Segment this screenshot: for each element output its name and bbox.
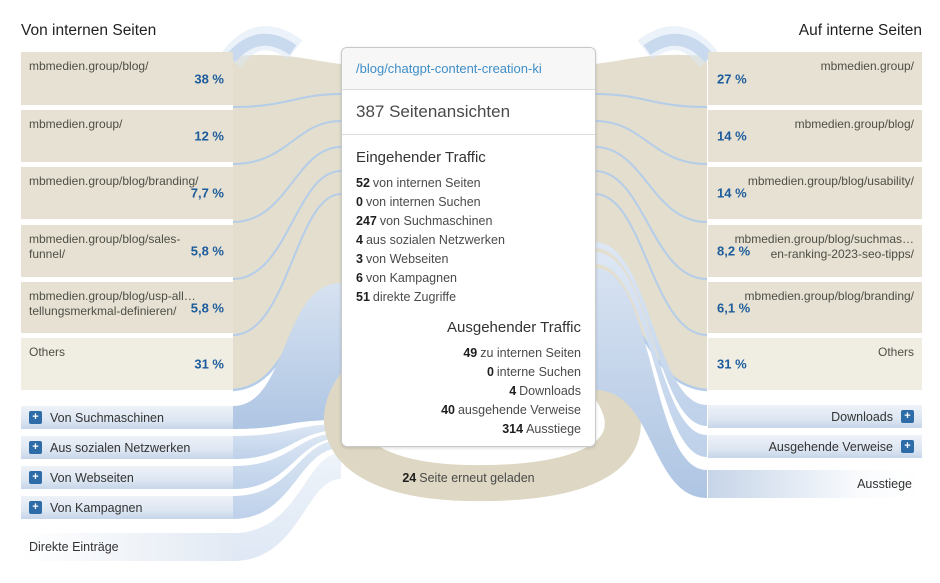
outgoing-row: 0 interne Suchen: [486, 365, 581, 379]
expand-icon[interactable]: +: [901, 410, 914, 423]
expand-icon[interactable]: +: [901, 440, 914, 453]
percent-label: 5,8 %: [190, 300, 224, 315]
bar-label: Von Webseiten: [50, 470, 134, 485]
page-label: mbmedien.group/blog/usp-all…: [29, 289, 196, 303]
page-label: mbmedien.group/blog/branding/: [744, 289, 914, 303]
pageviews-count: 387 Seitenansichten: [342, 90, 595, 135]
percent-label: 14 %: [717, 128, 747, 144]
incoming-row: 6 von Kampagnen: [356, 271, 457, 285]
target-bar-downloads[interactable]: [708, 405, 922, 428]
page-label: mbmedien.group/blog/: [29, 59, 149, 73]
incoming-traffic-title: Eingehender Traffic: [356, 149, 486, 166]
page-label: Others: [29, 345, 66, 359]
bar-label: Direkte Einträge: [29, 540, 119, 554]
bar-label: Ausgehende Verweise: [768, 439, 893, 454]
page-label: mbmedien.group/blog/: [794, 117, 914, 131]
percent-label: 12 %: [194, 128, 224, 144]
left-column-header: Von internen Seiten: [21, 22, 157, 39]
page-label-line2: tellungsmerkmal-definieren/: [29, 304, 177, 318]
bar-label: Aus sozialen Netzwerken: [50, 440, 191, 455]
incoming-row: 0 von internen Suchen: [356, 195, 481, 209]
percent-label: 31 %: [194, 356, 224, 372]
reload-note: [341, 471, 596, 485]
target-page-block[interactable]: [708, 110, 922, 162]
source-band-direct-entries: [21, 533, 233, 561]
page-label: mbmedien.group/blog/sales-: [29, 232, 181, 246]
right-column-header: Auf interne Seiten: [798, 22, 922, 39]
percent-label: 8,2 %: [717, 243, 751, 259]
referrer-page-block[interactable]: [21, 225, 233, 277]
page-label-line2: en-ranking-2023-seo-tipps/: [770, 247, 914, 261]
expand-icon[interactable]: +: [29, 441, 42, 454]
target-bar-outlinks[interactable]: [708, 435, 922, 458]
page-label: mbmedien.group/blog/usability/: [747, 174, 914, 188]
percent-label: 14 %: [717, 185, 747, 201]
source-bar-search-engines[interactable]: [21, 406, 233, 429]
target-page-block[interactable]: [708, 282, 922, 333]
target-band-exits: [708, 470, 922, 498]
page-label: mbmedien.group/blog/suchmas…: [734, 232, 914, 246]
percent-label: 27 %: [717, 71, 747, 86]
target-page-block[interactable]: [708, 167, 922, 219]
percent-label: 31 %: [717, 356, 747, 372]
expand-icon[interactable]: +: [29, 471, 42, 484]
bar-label: Von Kampagnen: [50, 500, 143, 515]
outgoing-row: 49 zu internen Seiten: [463, 346, 581, 360]
source-bar-websites[interactable]: [21, 466, 233, 489]
percent-label: 7,7 %: [190, 185, 224, 201]
page-label: mbmedien.group/: [820, 59, 914, 73]
incoming-row: 247 von Suchmaschinen: [356, 214, 493, 228]
bar-label: Von Suchmaschinen: [50, 410, 164, 425]
percent-label: 6,1 %: [717, 300, 751, 315]
referrer-page-block[interactable]: [21, 282, 233, 333]
page-label: Others: [877, 345, 914, 359]
referrer-page-block[interactable]: [21, 52, 233, 105]
target-page-block[interactable]: [708, 225, 922, 277]
page-url-link[interactable]: /blog/chatgpt-content-creation-ki: [342, 48, 595, 90]
expand-icon[interactable]: +: [29, 501, 42, 514]
outgoing-row: 314 Ausstiege: [502, 422, 581, 436]
target-page-block[interactable]: [708, 52, 922, 105]
reload-count: 24: [402, 471, 417, 485]
referrer-others-block[interactable]: [21, 338, 233, 390]
page-label-line2: funnel/: [29, 247, 66, 261]
percent-label: 38 %: [194, 71, 224, 86]
referrer-page-block[interactable]: [21, 167, 233, 219]
incoming-row: 51 direkte Zugriffe: [356, 290, 457, 304]
page-label: mbmedien.group/: [29, 117, 123, 131]
expand-icon[interactable]: +: [29, 411, 42, 424]
page-label: mbmedien.group/blog/branding/: [29, 174, 199, 188]
percent-label: 5,8 %: [190, 243, 224, 259]
target-others-block[interactable]: [708, 338, 922, 390]
incoming-row: 4 aus sozialen Netzwerken: [356, 233, 505, 247]
outgoing-row: 4 Downloads: [509, 384, 581, 398]
source-bar-campaigns[interactable]: [21, 496, 233, 519]
reload-label: Seite erneut geladen: [419, 471, 535, 485]
incoming-row: 52 von internen Seiten: [356, 176, 481, 190]
incoming-row: 3 von Webseiten: [356, 252, 449, 266]
outgoing-traffic-title: Ausgehender Traffic: [447, 319, 581, 336]
referrer-page-block[interactable]: [21, 110, 233, 162]
source-bar-social-networks[interactable]: [21, 436, 233, 459]
bar-label: Ausstiege: [857, 477, 912, 491]
bar-label: Downloads: [831, 409, 893, 424]
outgoing-row: 40 ausgehende Verweise: [441, 403, 581, 417]
page-detail-panel: [341, 47, 596, 447]
